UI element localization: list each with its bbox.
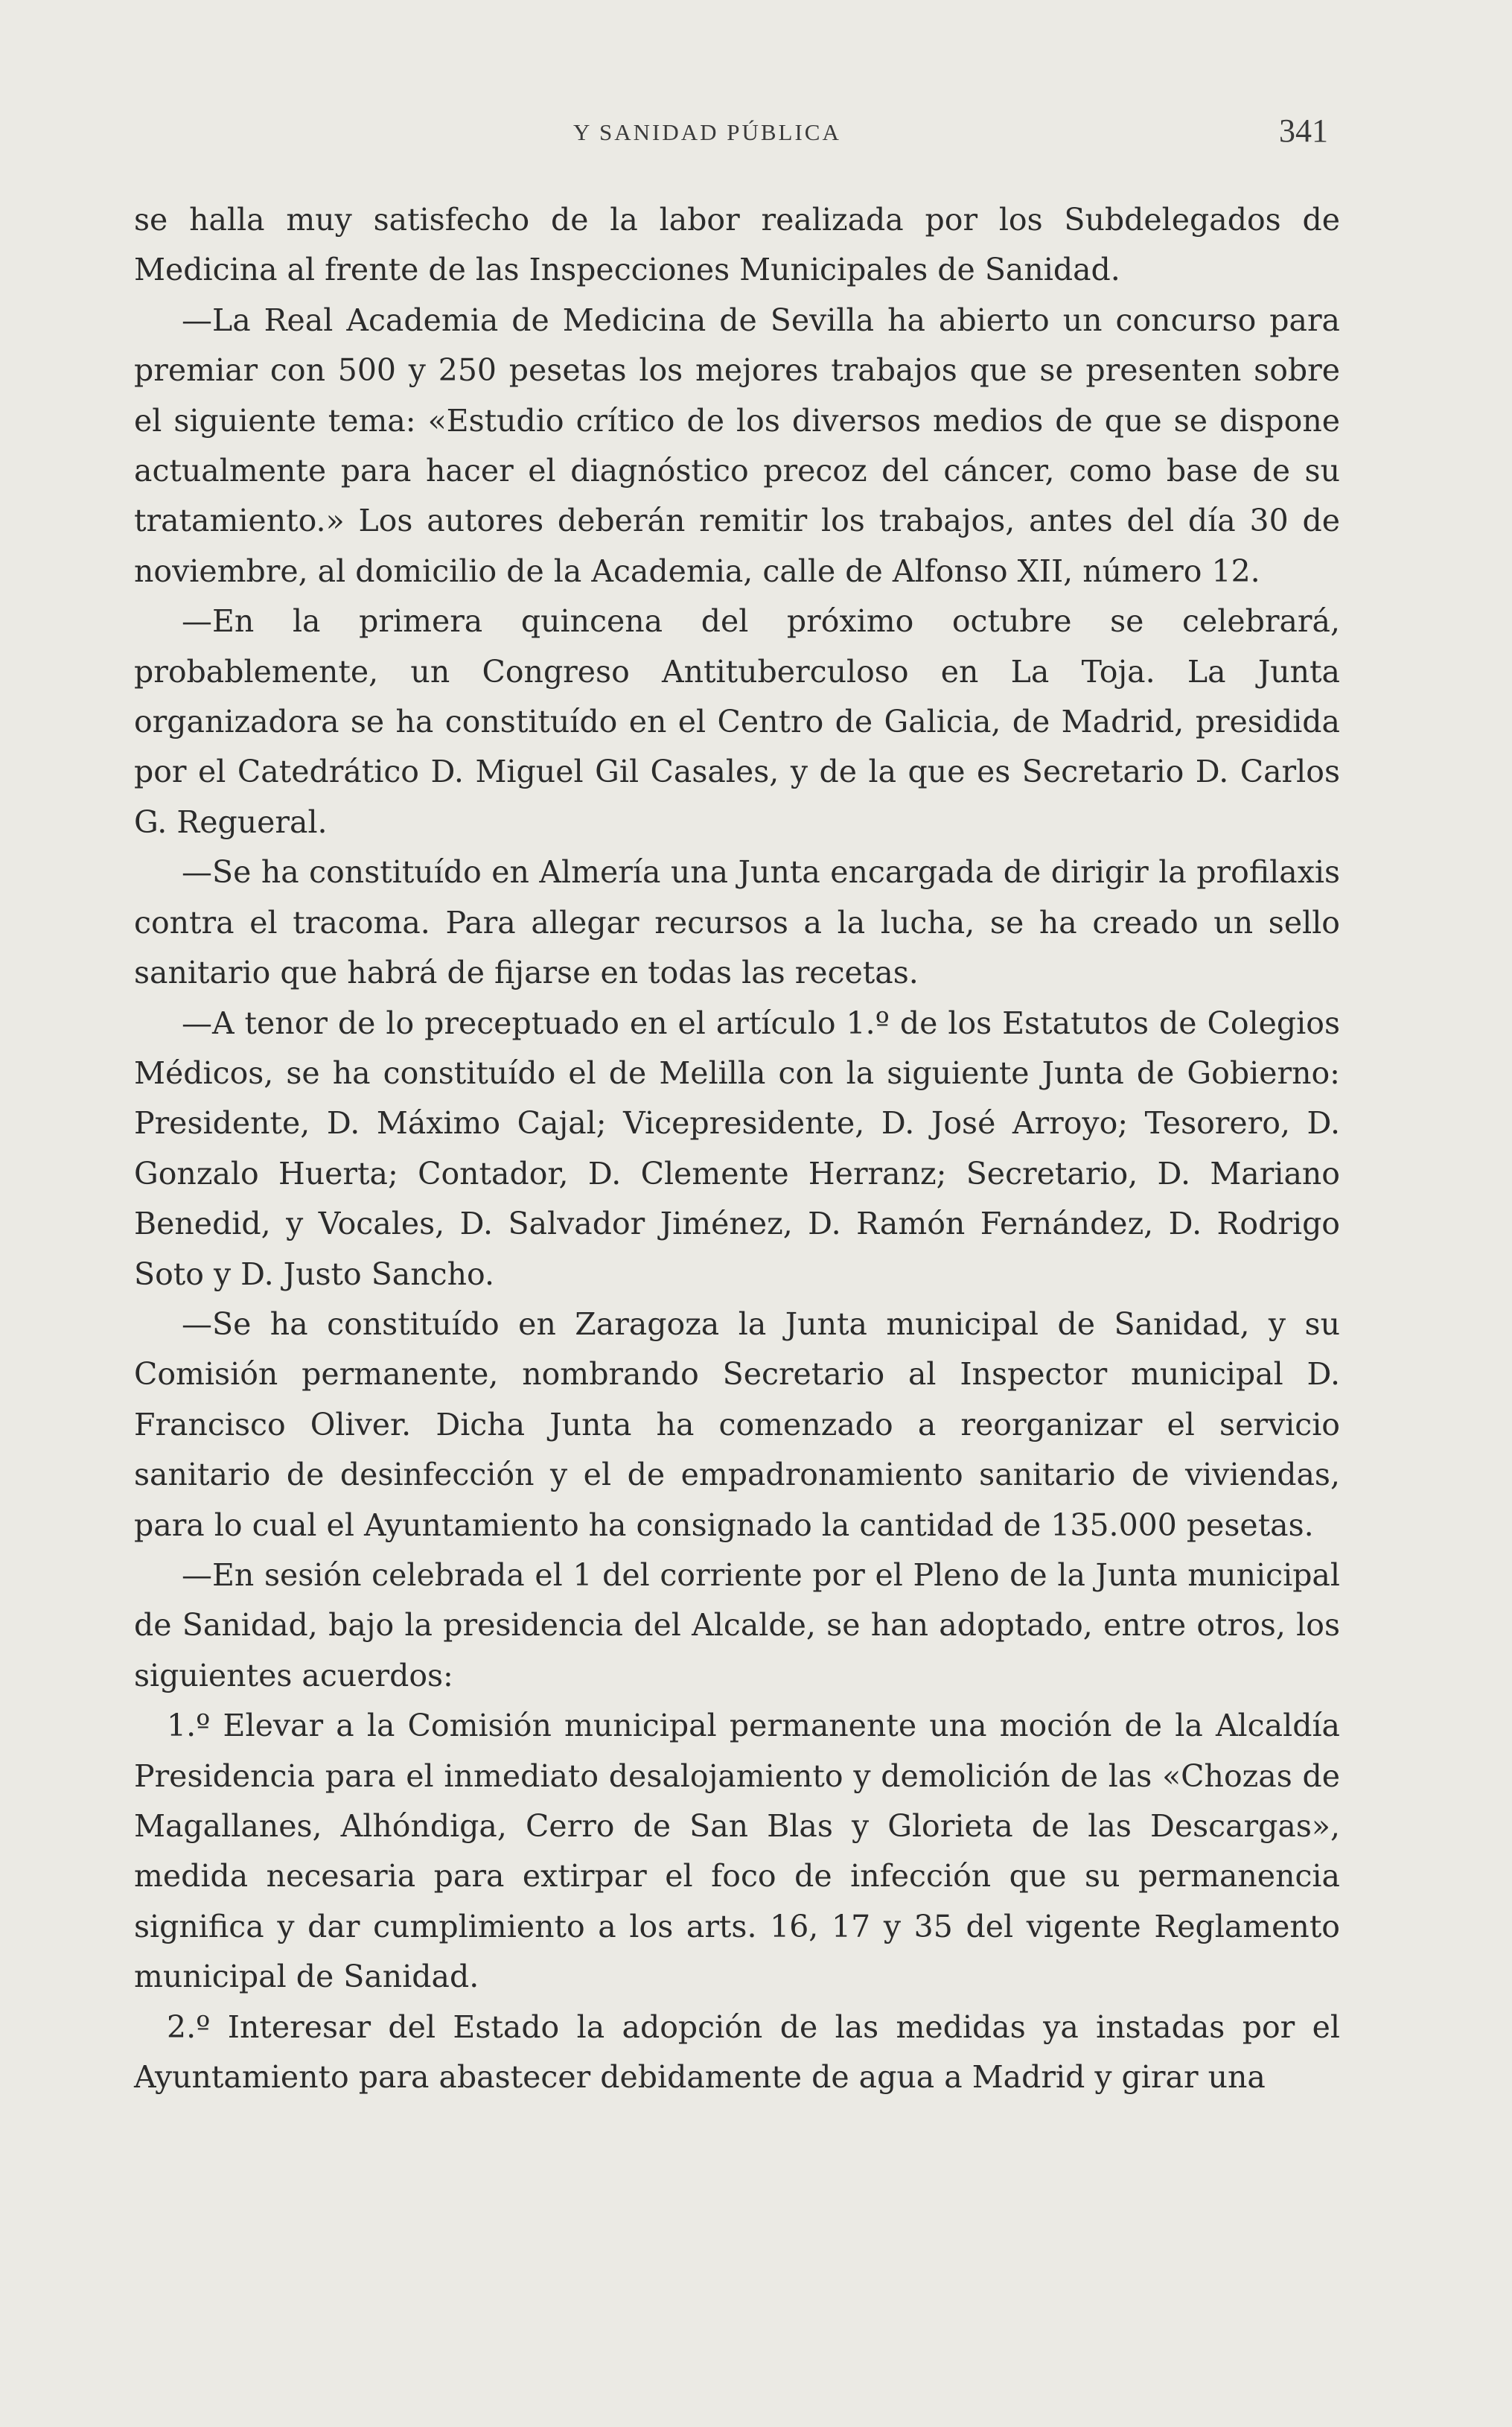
- paragraph-colegio-melilla: —A tenor de lo preceptuado en el artículo 1.º de los Estatutos de Colegios Médicos, se ha constituído el de Melilla con la siguiente Junta de Gobierno: Presidente, D. Máximo Cajal; Vicepresidente, D. José Arroyo; Tesorero, D. Gonzalo Huerta; Contador, D. Clemente Herranz; Secretario, D. Mariano Benedid, y Vocales, D. Salvador Jiménez, D. Ramón Fernández, D. Rodrigo Soto y D. Justo Sancho.: [134, 1005, 1340, 1292]
- paragraph-junta-madrid: —En sesión celebrada el 1 del corriente por el Pleno de la Junta municipal de Sanidad, bajo la presidencia del Alcalde, se han adoptado, entre otros, los siguientes acuerdos:: [134, 1556, 1340, 1693]
- paragraph-continuation: se halla muy satisfecho de la labor realizada por los Subdelegados de Medicina al frente de las Inspecciones Municipales de Sanidad.: [134, 202, 1340, 288]
- body-text: [134, 195, 1340, 2102]
- page-number: 341: [1279, 112, 1328, 149]
- paragraph-junta-zaragoza: —Se ha constituído en Zaragoza la Junta municipal de Sanidad, y su Comisión permanente, nombrando Secretario al Inspector municipal D. Francisco Oliver. Dicha Junta ha comenzado a reorganizar el servicio sanitario de desinfección y el de empadronamiento sanitario de viviendas, para lo cual el Ayuntamiento ha consignado la cantidad de 135.000 pesetas.: [134, 1305, 1340, 1543]
- paragraph-congreso-antituberculoso: —En la primera quincena del próximo octubre se celebrará, probablemente, un Congreso Antituberculoso en La Toja. La Junta organizadora se ha constituído en el Centro de Galicia, de Madrid, presidida por el Catedrático D. Miguel Gil Casales, y de la que es Secretario D. Carlos G. Regueral.: [134, 603, 1340, 840]
- paragraph-academia-sevilla: —La Real Academia de Medicina de Sevilla ha abierto un concurso para premiar con 500 y 250 pesetas los mejores trabajos que se presenten sobre el siguiente tema: «Estudio crítico de los diversos medios de que se dispone actualmente para hacer el diagnóstico precoz del cáncer, como base de su tratamiento.» Los autores deberán remitir los trabajos, antes del día 30 de noviembre, al domicilio de la Academia, calle de Alfonso XII, número 12.: [134, 302, 1340, 589]
- paragraph-acuerdo-1: 1.º Elevar a la Comisión municipal permanente una moción de la Alcaldía Presidencia para el inmediato desalojamiento y demolición de las «Chozas de Magallanes, Alhóndiga, Cerro de San Blas y Glorieta de las Descargas», medida necesaria para extirpar el foco de infección que su permanencia significa y dar cumplimiento a los arts. 16, 17 y 35 del vigente Reglamento municipal de Sanidad.: [134, 1708, 1340, 1995]
- running-title: Y SANIDAD PÚBLICA: [573, 119, 841, 145]
- paragraph-almeria-tracoma: —Se ha constituído en Almería una Junta encargada de dirigir la profilaxis contra el tracoma. Para allegar recursos a la lucha, se ha creado un sello sanitario que habrá de fijarse en todas las recetas.: [134, 854, 1340, 991]
- paragraph-acuerdo-2: 2.º Interesar del Estado la adopción de las medidas ya instadas por el Ayuntamiento para abastecer debidamente de agua a Madrid y girar una: [134, 2008, 1340, 2096]
